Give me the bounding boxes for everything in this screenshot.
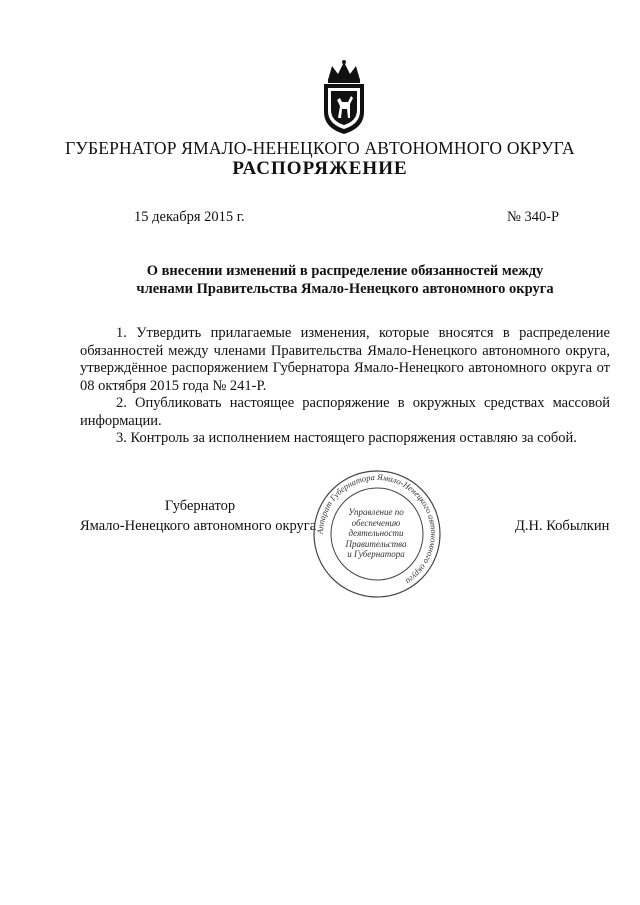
- coat-of-arms-icon: [318, 60, 370, 136]
- stamp-line: и Губернатора: [347, 549, 405, 559]
- document-type: РАСПОРЯЖЕНИЕ: [232, 158, 408, 179]
- stamp-line: обеспечению: [351, 517, 401, 528]
- document-date: 15 декабря 2015 г.: [134, 209, 245, 225]
- document-body: [80, 325, 610, 448]
- signatory-position-line: Ямало-Ненецкого автономного округа: [80, 518, 317, 534]
- stamp-line: Правительства: [345, 538, 407, 549]
- body-paragraph: 1. Утвердить прилагаемые изменения, которые вносятся в распределение обязанностей между членами Правительства Ямало-Ненецкого автономного округа, утверждённое распоряжением Губернатора Ямало-Ненецкого автономного округа от 08 октября 2015 года № 241-Р.: [80, 325, 610, 394]
- body-paragraph: 2. Опубликовать настоящее распоряжение в окружных средствах массовой информации.: [80, 395, 610, 429]
- document-subject: [80, 262, 610, 298]
- signatory-position: [80, 496, 320, 536]
- signatory-position-line: Губернатор: [164, 498, 236, 514]
- subject-line: членами Правительства Ямало-Ненецкого автономного округа: [136, 281, 554, 297]
- body-paragraph: 3. Контроль за исполнением настоящего распоряжения оставляю за собой.: [116, 430, 577, 446]
- issuer-title: ГУБЕРНАТОР ЯМАЛО-НЕНЕЦКОГО АВТОНОМНОГО ОКРУГА: [65, 138, 575, 158]
- document-number: № 340-Р: [507, 209, 560, 225]
- signatory-name: Д.Н. Кобылкин: [515, 518, 610, 534]
- stamp-line: деятельности: [348, 528, 404, 538]
- stamp-ring-text: Аппарат Губернатора Ямало-Ненецкого автономного округа: [314, 471, 440, 587]
- stamp-line: Управление по: [348, 507, 404, 517]
- subject-line: О внесении изменений в распределение обязанностей между: [146, 263, 544, 279]
- stamp-center-text: [340, 507, 412, 560]
